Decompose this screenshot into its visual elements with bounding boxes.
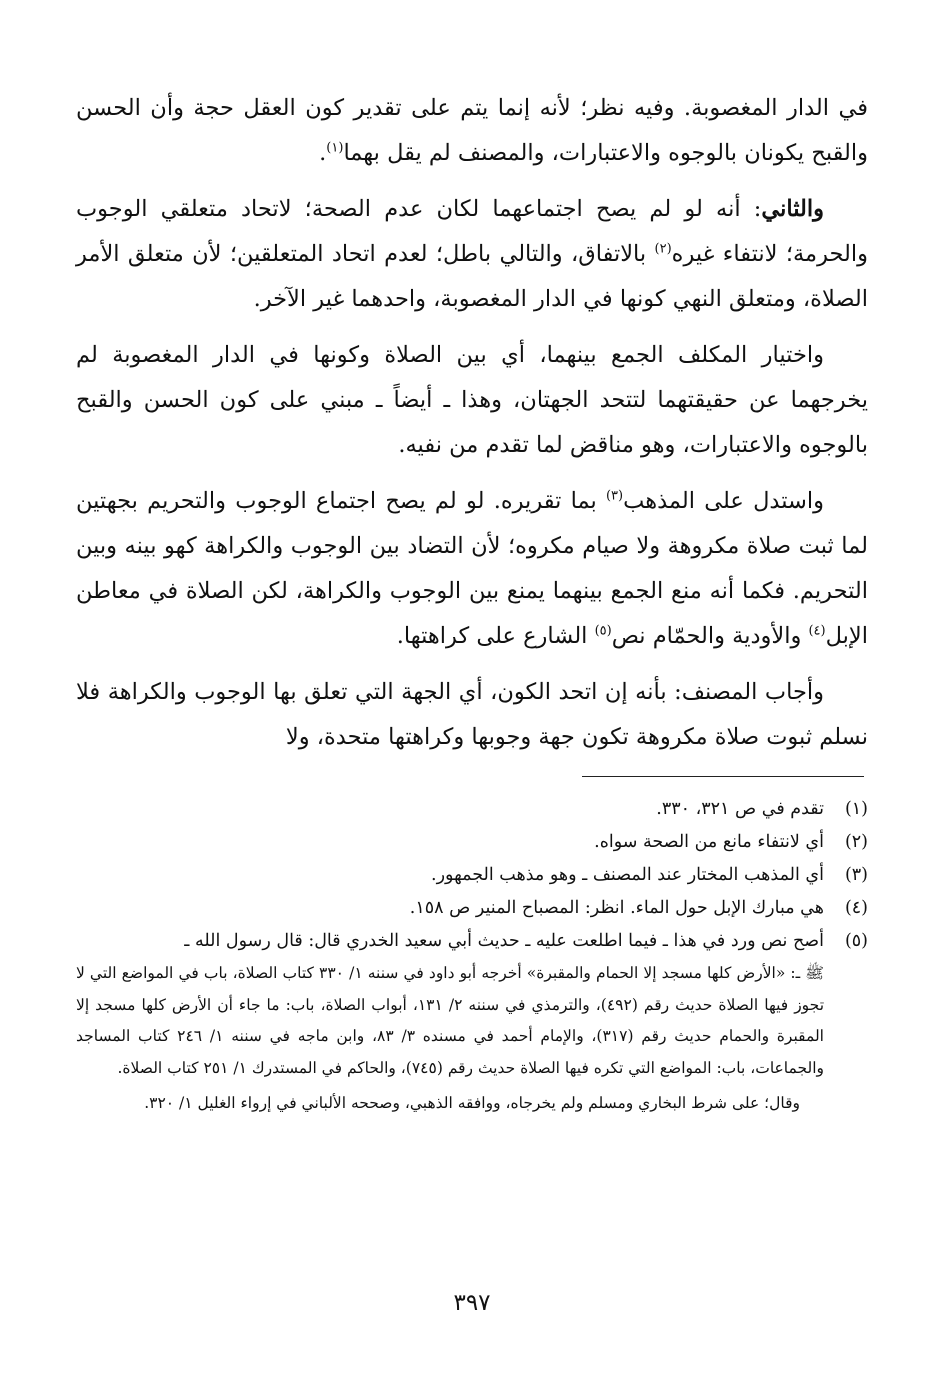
page-number: ٣٩٧ [453, 1290, 491, 1316]
footnote-number: (٣) [844, 865, 868, 885]
footnote-ref-5: (٥) [594, 623, 612, 639]
footnote-4 [76, 892, 868, 925]
footnote-ref-3: (٣) [605, 488, 624, 504]
footnote-divider [582, 776, 864, 777]
footnote-text: أي المذهب المختار عند المصنف ـ وهو مذهب الجمهور. [431, 865, 824, 885]
paragraph-4-text-d: الشارع على كراهتها. [396, 623, 595, 649]
footnote-ref-1: (١) [326, 140, 344, 156]
paragraph-2-lead: والثاني [761, 196, 824, 222]
footnote-5 [76, 925, 868, 958]
footnote-5-continuation: ﷺ ـ: «الأرض كلها مسجد إلا الحمام والمقبرة» أخرجه أبو داود في سننه ١/ ٣٣٠ كتاب الصلاة، باب في المواضع التي لا تجوز فيها الصلاة حديث رقم (٤٩٢)، والترمذي في سننه ٢/ ١٣١، أبواب الصلاة، باب: ما جاء أن الأرض كلها مسجد إلا المقبرة والحمام حديث رقم (٣١٧)، والإمام أحمد في مسنده ٣/ ٨٣، وابن ماجه في سننه ١/ ٢٤٦ كتاب المساجد والجماعات، باب: المواضع التي تكره فيها الصلاة حديث رقم (٧٤٥)، والحاكم في المستدرك ١/ ٢٥١ كتاب الصلاة. [76, 964, 825, 1077]
paragraph-2-text-a: : أنه لو لم يصح اجتماعهما لكان عدم الصحة؛ لاتحاد متعلقي الوجوب والحرمة؛ لانتفاء غيره [76, 196, 868, 267]
footnote-text: أصح نص ورد في هذا ـ فيما اطلعت عليه ـ حديث أبي سعيد الخدري قال: قال رسول الله ـ [184, 931, 824, 951]
footnote-number: (٤) [844, 898, 868, 918]
paragraph-1-text-b: . [319, 140, 327, 166]
footnote-text: أي لانتفاء مانع من الصحة سواه. [594, 832, 824, 852]
footnote-3 [76, 859, 868, 892]
paragraph-4-text-c: والأودية والحمّام نص [611, 623, 809, 649]
footnote-number: (٥) [844, 931, 868, 951]
paragraph-5: وأجاب المصنف: بأنه إن اتحد الكون، أي الجهة التي تعلق بها الوجوب والكراهة فلا نسلم ثبوت صلاة مكروهة تكون جهة وجوبها وكراهتها متحدة، ولا [76, 679, 868, 750]
paragraph-2 [76, 187, 868, 322]
footnote-ref-2: (٢) [654, 241, 672, 257]
footnote-5-remark: وقال؛ على شرط البخاري ومسلم ولم يخرجاه، ووافقه الذهبي، وصححه الألباني في إرواء الغليل ١/ ٣٢٠. [144, 1094, 800, 1112]
footnote-1 [76, 793, 868, 826]
footnote-ref-4: (٤) [808, 623, 826, 639]
paragraph-4 [76, 479, 868, 659]
footnote-text: تقدم في ص ٣٢١، ٣٣٠. [656, 799, 824, 819]
footnote-number: (١) [844, 799, 868, 819]
main-text [76, 86, 868, 771]
paragraph-4-text-a: واستدل على المذهب [623, 488, 824, 514]
paragraph-1-text-a: في الدار المغصوبة. وفيه نظر؛ لأنه إنما يتم على تقدير كون العقل حجة وأن الحسن والقبح يكونان بالوجوه والاعتبارات، والمصنف لم يقل بهما [76, 95, 868, 166]
paragraph-2-text-b: بالاتفاق، والتالي باطل؛ لعدم اتحاد المتعلقين؛ لأن متعلق الأمر الصلاة، ومتعلق النهي كونها في الدار المغصوبة، واحدهما غير الآخر. [76, 241, 868, 312]
footnote-number: (٢) [844, 832, 868, 852]
footnote-text: هي مبارك الإبل حول الماء. انظر: المصباح المنير ص ١٥٨. [409, 898, 824, 918]
footnotes [76, 793, 868, 1120]
footnote-2 [76, 826, 868, 859]
paragraph-3: واختيار المكلف الجمع بينهما، أي بين الصلاة وكونها في الدار المغصوبة لم يخرجهما عن حقيقتهما لتتحد الجهتان، وهذا ـ أيضاً ـ مبني على كون الحسن والقبح بالوجوه والاعتبارات، وهو مناقض لما تقدم من نفيه. [76, 342, 868, 458]
paragraph-1 [76, 86, 868, 176]
paragraph-4-text-b: بما تقريره. لو لم يصح اجتماع الوجوب والتحريم بجهتين لما ثبت صلاة مكروهة ولا صيام مكروه؛ لأن التضاد بين الوجوب والكراهة كهو بينه وبين التحريم. فكما أنه منع الجمع بينهما يمنع بين الوجوب والكراهة، لكن الصلاة في معاطن الإبل [76, 488, 868, 649]
